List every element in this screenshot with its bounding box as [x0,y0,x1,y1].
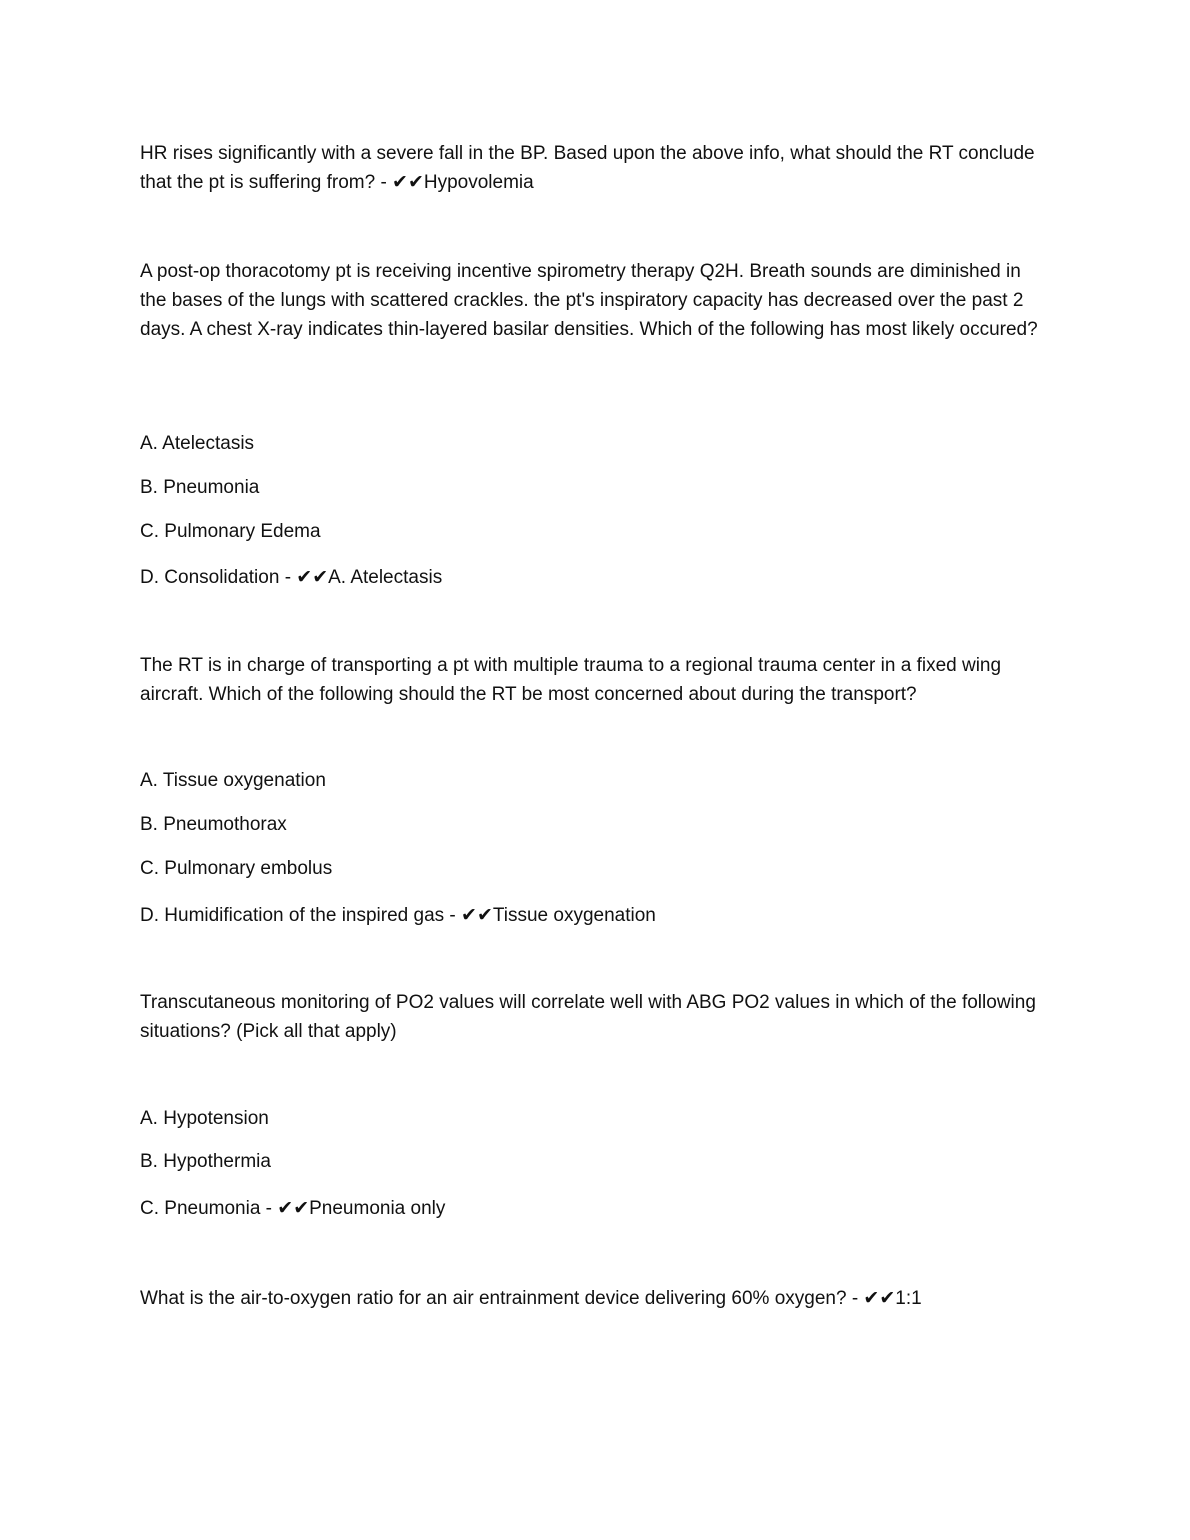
option: C. Pulmonary Edema [140,521,321,542]
option-answer: C. Pneumonia - ✔✔Pneumonia only [140,1198,446,1219]
question-transport: The RT is in charge of transporting a pt with multiple trauma to a regional trauma center in a fixed wing aircraft. Which of the following should the RT be most concerned about during the transport? [140,655,1002,705]
question-atelectasis: A post-op thoracotomy pt is receiving incentive spirometry therapy Q2H. Breath sounds are diminished in the bases of the lungs with scattered crackles. the pt's inspiratory capacity has decreased over the past 2 days. A chest X-ray indicates thin-layered basilar densities. Which of the following has most likely occured? [140,261,1038,340]
question-air-oxygen-ratio: What is the air-to-oxygen ratio for an air entrainment device delivering 60% oxygen? - ✔✔1:1 [140,1288,922,1309]
option-answer: D. Consolidation - ✔✔A. Atelectasis [140,567,443,588]
option: B. Hypothermia [140,1151,271,1172]
option: C. Pulmonary embolus [140,858,333,879]
option: B. Pneumonia [140,477,260,498]
option: B. Pneumothorax [140,814,287,835]
option: A. Hypotension [140,1108,269,1129]
option: A. Atelectasis [140,433,255,454]
option-answer: D. Humidification of the inspired gas - ✔✔Tissue oxygenation [140,905,656,926]
option: A. Tissue oxygenation [140,770,326,791]
question-transcutaneous: Transcutaneous monitoring of PO2 values will correlate well with ABG PO2 values in which of the following situations? (Pick all that apply) [140,992,1036,1042]
question-hypovolemia: HR rises significantly with a severe fall in the BP. Based upon the above info, what should the RT conclude that the pt is suffering from? - ✔✔Hypovolemia [140,143,1035,193]
